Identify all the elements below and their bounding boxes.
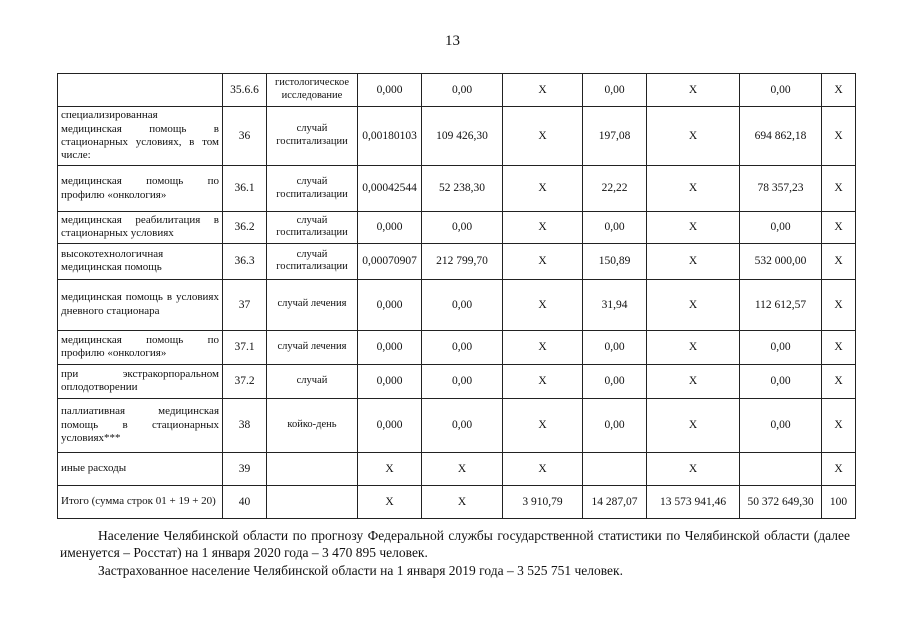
amount-budget-cell: X xyxy=(647,279,740,330)
amount-budget-cell: X xyxy=(647,330,740,364)
per-capita-oms-cell: 14 287,07 xyxy=(583,485,647,518)
table-row xyxy=(58,166,856,212)
row-name-cell: иные расходы xyxy=(58,452,223,485)
share-percent-cell: X xyxy=(822,364,856,398)
amount-oms-cell: 78 357,23 xyxy=(740,166,822,212)
per-capita-oms-cell: 150,89 xyxy=(583,243,647,279)
cost-norm-cell: X xyxy=(422,485,503,518)
volume-norm-cell: X xyxy=(358,485,422,518)
per-capita-oms-cell xyxy=(583,452,647,485)
volume-norm-cell: 0,00180103 xyxy=(358,107,422,166)
share-percent-cell: X xyxy=(822,398,856,452)
share-percent-cell: X xyxy=(822,330,856,364)
row-code-cell: 39 xyxy=(223,452,267,485)
amount-budget-cell: X xyxy=(647,74,740,107)
table-body xyxy=(58,74,856,519)
share-percent-cell: X xyxy=(822,107,856,166)
amount-oms-cell: 112 612,57 xyxy=(740,279,822,330)
table-row xyxy=(58,107,856,166)
amount-budget-cell: 13 573 941,46 xyxy=(647,485,740,518)
row-name-cell: высокотехнологичная медицинская помощь xyxy=(58,243,223,279)
row-name-cell xyxy=(58,74,223,107)
amount-oms-cell: 694 862,18 xyxy=(740,107,822,166)
amount-oms-cell: 50 372 649,30 xyxy=(740,485,822,518)
tariff-table xyxy=(57,73,856,519)
volume-norm-cell: X xyxy=(358,452,422,485)
row-code-cell: 37.2 xyxy=(223,364,267,398)
cost-norm-cell: 0,00 xyxy=(422,212,503,244)
table-row xyxy=(58,330,856,364)
share-percent-cell: X xyxy=(822,74,856,107)
row-code-cell: 37.1 xyxy=(223,330,267,364)
row-unit-cell xyxy=(267,452,358,485)
amount-oms-cell: 0,00 xyxy=(740,74,822,107)
per-capita-oms-cell: 0,00 xyxy=(583,212,647,244)
share-percent-cell: 100 xyxy=(822,485,856,518)
amount-oms-cell: 0,00 xyxy=(740,212,822,244)
page-number: 13 xyxy=(445,33,460,49)
row-unit-cell: случай госпитализации xyxy=(267,212,358,244)
amount-budget-cell: X xyxy=(647,166,740,212)
amount-oms-cell xyxy=(740,452,822,485)
row-unit-cell: гистологическое исследование xyxy=(267,74,358,107)
cost-norm-cell: 0,00 xyxy=(422,74,503,107)
volume-norm-cell: 0,000 xyxy=(358,74,422,107)
table-row xyxy=(58,398,856,452)
row-code-cell: 36.3 xyxy=(223,243,267,279)
per-capita-budget-cell: X xyxy=(503,398,583,452)
volume-norm-cell: 0,000 xyxy=(358,279,422,330)
per-capita-budget-cell: X xyxy=(503,107,583,166)
row-code-cell: 37 xyxy=(223,279,267,330)
share-percent-cell: X xyxy=(822,166,856,212)
table-row xyxy=(58,364,856,398)
amount-budget-cell: X xyxy=(647,243,740,279)
per-capita-budget-cell: X xyxy=(503,212,583,244)
cost-norm-cell: 0,00 xyxy=(422,398,503,452)
table-row xyxy=(58,74,856,107)
amount-budget-cell: X xyxy=(647,452,740,485)
per-capita-budget-cell: X xyxy=(503,166,583,212)
per-capita-oms-cell: 0,00 xyxy=(583,364,647,398)
share-percent-cell: X xyxy=(822,452,856,485)
row-name-cell: Итого (сумма строк 01 + 19 + 20) xyxy=(58,485,223,518)
cost-norm-cell: X xyxy=(422,452,503,485)
table-row xyxy=(58,279,856,330)
per-capita-budget-cell: X xyxy=(503,364,583,398)
per-capita-budget-cell: X xyxy=(503,243,583,279)
per-capita-budget-cell: X xyxy=(503,279,583,330)
volume-norm-cell: 0,000 xyxy=(358,364,422,398)
row-unit-cell xyxy=(267,485,358,518)
row-name-cell: медицинская помощь по профилю «онкология» xyxy=(58,166,223,212)
row-code-cell: 36.1 xyxy=(223,166,267,212)
row-unit-cell: случай xyxy=(267,364,358,398)
row-name-cell: медицинская реабилитация в стационарных условиях xyxy=(58,212,223,244)
amount-oms-cell: 532 000,00 xyxy=(740,243,822,279)
row-unit-cell: койко-день xyxy=(267,398,358,452)
cost-norm-cell: 0,00 xyxy=(422,279,503,330)
volume-norm-cell: 0,00070907 xyxy=(358,243,422,279)
row-name-cell: медицинская помощь по профилю «онкология» xyxy=(58,330,223,364)
cost-norm-cell: 109 426,30 xyxy=(422,107,503,166)
volume-norm-cell: 0,000 xyxy=(358,212,422,244)
per-capita-budget-cell: X xyxy=(503,74,583,107)
table-row xyxy=(58,243,856,279)
per-capita-budget-cell: X xyxy=(503,330,583,364)
amount-oms-cell: 0,00 xyxy=(740,398,822,452)
row-code-cell: 36 xyxy=(223,107,267,166)
per-capita-oms-cell: 0,00 xyxy=(583,330,647,364)
row-name-cell: паллиативная медицинская помощь в стационарных условиях*** xyxy=(58,398,223,452)
volume-norm-cell: 0,000 xyxy=(358,398,422,452)
row-code-cell: 35.6.6 xyxy=(223,74,267,107)
row-unit-cell: случай лечения xyxy=(267,279,358,330)
volume-norm-cell: 0,00042544 xyxy=(358,166,422,212)
share-percent-cell: X xyxy=(822,279,856,330)
amount-budget-cell: X xyxy=(647,107,740,166)
amount-oms-cell: 0,00 xyxy=(740,330,822,364)
amount-budget-cell: X xyxy=(647,398,740,452)
amount-budget-cell: X xyxy=(647,212,740,244)
cost-norm-cell: 0,00 xyxy=(422,330,503,364)
insured-population-note: Застрахованное население Челябинской области на 1 января 2019 года – 3 525 751 человек. xyxy=(98,563,623,578)
per-capita-budget-cell: 3 910,79 xyxy=(503,485,583,518)
per-capita-budget-cell: X xyxy=(503,452,583,485)
cost-norm-cell: 212 799,70 xyxy=(422,243,503,279)
row-unit-cell: случай госпитализации xyxy=(267,166,358,212)
share-percent-cell: X xyxy=(822,243,856,279)
row-unit-cell: случай госпитализации xyxy=(267,107,358,166)
per-capita-oms-cell: 0,00 xyxy=(583,398,647,452)
per-capita-oms-cell: 197,08 xyxy=(583,107,647,166)
per-capita-oms-cell: 0,00 xyxy=(583,74,647,107)
row-name-cell: специализированная медицинская помощь в стационарных условиях, в том числе: xyxy=(58,107,223,166)
per-capita-oms-cell: 31,94 xyxy=(583,279,647,330)
row-name-cell: при экстракорпоральном оплодотворении xyxy=(58,364,223,398)
row-code-cell: 40 xyxy=(223,485,267,518)
table-row xyxy=(58,485,856,518)
cost-norm-cell: 0,00 xyxy=(422,364,503,398)
population-note: Население Челябинской области по прогнозу Федеральной службы государственной статистики по Челябинской области (далее именуется – Росстат) на 1 января 2020 года – 3 470 895 человек. xyxy=(60,528,850,560)
row-unit-cell: случай лечения xyxy=(267,330,358,364)
per-capita-oms-cell: 22,22 xyxy=(583,166,647,212)
row-unit-cell: случай госпитализации xyxy=(267,243,358,279)
table-row xyxy=(58,452,856,485)
table-row xyxy=(58,212,856,244)
cost-norm-cell: 52 238,30 xyxy=(422,166,503,212)
volume-norm-cell: 0,000 xyxy=(358,330,422,364)
share-percent-cell: X xyxy=(822,212,856,244)
amount-budget-cell: X xyxy=(647,364,740,398)
row-code-cell: 38 xyxy=(223,398,267,452)
row-code-cell: 36.2 xyxy=(223,212,267,244)
amount-oms-cell: 0,00 xyxy=(740,364,822,398)
row-name-cell: медицинская помощь в условиях дневного стационара xyxy=(58,279,223,330)
